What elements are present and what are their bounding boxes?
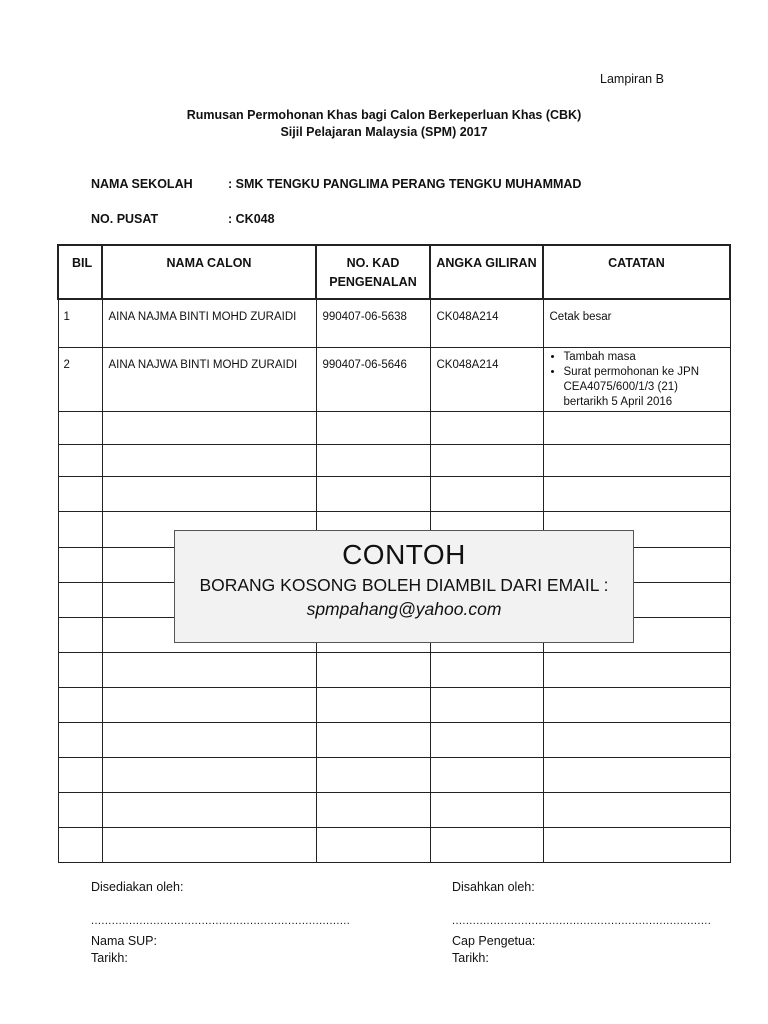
table-header-row bbox=[58, 245, 730, 299]
sample-notice-box bbox=[174, 530, 634, 643]
empty-row bbox=[58, 827, 730, 862]
row-bil: 1 bbox=[63, 311, 70, 323]
row-giliran: CK048A214 bbox=[436, 311, 499, 323]
document-title: Rumusan Permohonan Khas bagi Calon Berkeperluan Khas (CBK) bbox=[186, 108, 582, 122]
sample-notice-title: CONTOH bbox=[342, 539, 466, 570]
row-ic: 990407-06-5638 bbox=[322, 311, 407, 323]
principal-stamp-label: Cap Pengetua: bbox=[452, 934, 536, 948]
header-no-kad-pengenalan: NO. KAD PENGENALAN bbox=[316, 245, 430, 299]
prepared-date-label: Tarikh: bbox=[91, 951, 128, 965]
empty-row bbox=[58, 687, 730, 722]
school-name-value: : SMK TENGKU PANGLIMA PERANG TENGKU MUHAMMAD bbox=[228, 177, 582, 191]
row-nama: AINA NAJMA BINTI MOHD ZURAIDI bbox=[108, 311, 297, 323]
approved-date-label: Tarikh: bbox=[452, 951, 489, 965]
table-row bbox=[58, 347, 730, 411]
note-item: • Surat permohonan ke JPN CEA4075/600/1/3 (21) bertarikh 5 April 2016 bbox=[564, 365, 724, 410]
center-number-value: : CK048 bbox=[228, 212, 275, 226]
empty-row bbox=[58, 476, 730, 511]
header-angka-giliran: ANGKA GILIRAN bbox=[430, 245, 543, 299]
row-ic: 990407-06-5646 bbox=[322, 358, 407, 371]
row-catatan bbox=[544, 348, 730, 410]
center-number-label: NO. PUSAT bbox=[91, 212, 159, 226]
approved-by-signature-line: ........................................................................... bbox=[452, 915, 712, 927]
empty-row bbox=[58, 444, 730, 476]
attachment-label: Lampiran B bbox=[600, 72, 664, 86]
document-subtitle: Sijil Pelajaran Malaysia (SPM) 2017 bbox=[280, 125, 488, 139]
prepared-by-signature-line: ........................................................................... bbox=[91, 915, 351, 927]
empty-row bbox=[58, 757, 730, 792]
empty-row bbox=[58, 652, 730, 687]
empty-row bbox=[58, 411, 730, 444]
sup-name-label: Nama SUP: bbox=[91, 934, 157, 948]
table-row bbox=[58, 299, 730, 347]
sample-notice-text: BORANG KOSONG BOLEH DIAMBIL DARI EMAIL : bbox=[199, 575, 609, 595]
row-bil: 2 bbox=[63, 358, 70, 371]
row-giliran: CK048A214 bbox=[436, 358, 499, 371]
prepared-by-label: Disediakan oleh: bbox=[91, 880, 184, 894]
empty-row bbox=[58, 722, 730, 757]
sample-notice-email: spmpahang@yahoo.com bbox=[306, 599, 502, 619]
note-item: • Tambah masa bbox=[564, 350, 724, 365]
approved-by-label: Disahkan oleh: bbox=[452, 880, 535, 894]
row-nama: AINA NAJWA BINTI MOHD ZURAIDI bbox=[108, 358, 298, 371]
header-bil: BIL bbox=[58, 245, 102, 299]
row-catatan: Cetak besar bbox=[549, 311, 612, 323]
school-name-label: NAMA SEKOLAH bbox=[91, 177, 193, 191]
empty-row bbox=[58, 792, 730, 827]
header-catatan: CATATAN bbox=[543, 245, 730, 299]
header-nama-calon: NAMA CALON bbox=[102, 245, 316, 299]
